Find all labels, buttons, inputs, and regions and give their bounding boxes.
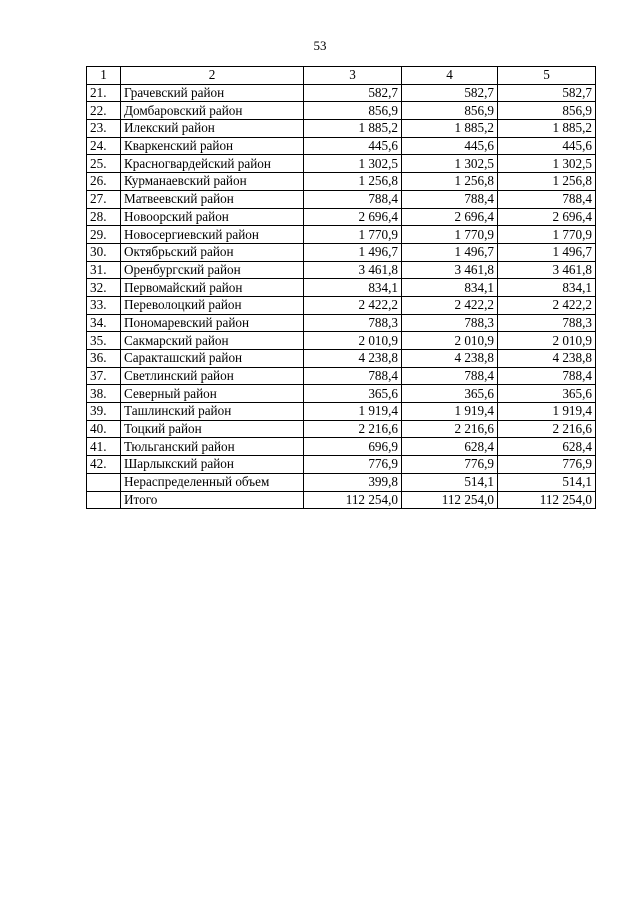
value-col4-cell: 834,1 — [402, 279, 498, 297]
table-row — [87, 456, 596, 474]
value-col4-cell: 365,6 — [402, 385, 498, 403]
district-name-cell: Грачевский район — [121, 84, 304, 102]
value-col3-cell: 112 254,0 — [304, 491, 402, 509]
value-col4-cell: 2 696,4 — [402, 208, 498, 226]
row-number-cell: 33. — [87, 296, 121, 314]
value-col4-cell: 788,3 — [402, 314, 498, 332]
value-col5-cell: 788,3 — [498, 314, 596, 332]
row-number-cell: 28. — [87, 208, 121, 226]
column-header-5: 5 — [498, 67, 596, 85]
value-col5-cell: 3 461,8 — [498, 261, 596, 279]
value-col3-cell: 1 885,2 — [304, 120, 402, 138]
value-col4-cell: 1 919,4 — [402, 403, 498, 421]
district-name-cell: Тюльганский район — [121, 438, 304, 456]
table-header-row — [87, 67, 596, 85]
value-col4-cell: 788,4 — [402, 367, 498, 385]
table-body — [87, 84, 596, 509]
value-col5-cell: 1 919,4 — [498, 403, 596, 421]
value-col5-cell: 445,6 — [498, 137, 596, 155]
value-col4-cell: 788,4 — [402, 190, 498, 208]
value-col5-cell: 582,7 — [498, 84, 596, 102]
table-row — [87, 279, 596, 297]
row-number-cell: 31. — [87, 261, 121, 279]
value-col5-cell: 4 238,8 — [498, 350, 596, 368]
district-name-cell: Нераспределенный объем — [121, 473, 304, 491]
value-col3-cell: 1 256,8 — [304, 173, 402, 191]
value-col5-cell: 628,4 — [498, 438, 596, 456]
table-row — [87, 173, 596, 191]
table-row — [87, 438, 596, 456]
value-col4-cell: 2 422,2 — [402, 296, 498, 314]
value-col5-cell: 1 885,2 — [498, 120, 596, 138]
row-number-cell: 29. — [87, 226, 121, 244]
value-col4-cell: 1 770,9 — [402, 226, 498, 244]
value-col5-cell: 1 302,5 — [498, 155, 596, 173]
value-col4-cell: 514,1 — [402, 473, 498, 491]
table-row — [87, 296, 596, 314]
district-name-cell: Саракташский район — [121, 350, 304, 368]
value-col4-cell: 856,9 — [402, 102, 498, 120]
value-col3-cell: 2 422,2 — [304, 296, 402, 314]
table-row — [87, 84, 596, 102]
table-row — [87, 190, 596, 208]
value-col5-cell: 2 696,4 — [498, 208, 596, 226]
district-name-cell: Оренбургский район — [121, 261, 304, 279]
table-row — [87, 350, 596, 368]
value-col5-cell: 365,6 — [498, 385, 596, 403]
row-number-cell: 25. — [87, 155, 121, 173]
value-col4-cell: 112 254,0 — [402, 491, 498, 509]
row-number-cell: 38. — [87, 385, 121, 403]
district-name-cell: Ташлинский район — [121, 403, 304, 421]
value-col5-cell: 2 216,6 — [498, 420, 596, 438]
value-col3-cell: 2 696,4 — [304, 208, 402, 226]
value-col3-cell: 856,9 — [304, 102, 402, 120]
district-name-cell: Итого — [121, 491, 304, 509]
district-name-cell: Тоцкий район — [121, 420, 304, 438]
table-row — [87, 102, 596, 120]
value-col4-cell: 1 256,8 — [402, 173, 498, 191]
district-name-cell: Пономаревский район — [121, 314, 304, 332]
value-col3-cell: 696,9 — [304, 438, 402, 456]
district-name-cell: Октябрьский район — [121, 243, 304, 261]
value-col3-cell: 445,6 — [304, 137, 402, 155]
value-col5-cell: 2 010,9 — [498, 332, 596, 350]
row-number-cell: 27. — [87, 190, 121, 208]
row-number-cell: 35. — [87, 332, 121, 350]
column-header-4: 4 — [402, 67, 498, 85]
row-number-cell: 37. — [87, 367, 121, 385]
district-name-cell: Новосергиевский район — [121, 226, 304, 244]
table-row — [87, 243, 596, 261]
district-name-cell: Переволоцкий район — [121, 296, 304, 314]
value-col5-cell: 1 770,9 — [498, 226, 596, 244]
value-col5-cell: 788,4 — [498, 367, 596, 385]
row-number-cell: 36. — [87, 350, 121, 368]
value-col3-cell: 399,8 — [304, 473, 402, 491]
value-col4-cell: 445,6 — [402, 137, 498, 155]
page-number: 53 — [313, 38, 327, 53]
district-name-cell: Новоорский район — [121, 208, 304, 226]
row-number-cell — [87, 473, 121, 491]
column-header-2: 2 — [121, 67, 304, 85]
table-row — [87, 332, 596, 350]
value-col4-cell: 3 461,8 — [402, 261, 498, 279]
value-col3-cell: 2 216,6 — [304, 420, 402, 438]
table-row — [87, 385, 596, 403]
row-number-cell: 41. — [87, 438, 121, 456]
value-col3-cell: 4 238,8 — [304, 350, 402, 368]
district-name-cell: Матвеевский район — [121, 190, 304, 208]
value-col3-cell: 788,4 — [304, 190, 402, 208]
table-row — [87, 137, 596, 155]
value-col4-cell: 4 238,8 — [402, 350, 498, 368]
table-row — [87, 420, 596, 438]
value-col3-cell: 776,9 — [304, 456, 402, 474]
value-col3-cell: 788,4 — [304, 367, 402, 385]
district-name-cell: Красногвардейский район — [121, 155, 304, 173]
row-number-cell: 26. — [87, 173, 121, 191]
table-row — [87, 491, 596, 509]
column-header-1: 1 — [87, 67, 121, 85]
value-col4-cell: 1 302,5 — [402, 155, 498, 173]
value-col5-cell: 1 496,7 — [498, 243, 596, 261]
value-col4-cell: 2 216,6 — [402, 420, 498, 438]
row-number-cell: 24. — [87, 137, 121, 155]
value-col3-cell: 788,3 — [304, 314, 402, 332]
value-col5-cell: 1 256,8 — [498, 173, 596, 191]
row-number-cell: 32. — [87, 279, 121, 297]
value-col4-cell: 2 010,9 — [402, 332, 498, 350]
value-col4-cell: 776,9 — [402, 456, 498, 474]
row-number-cell: 22. — [87, 102, 121, 120]
district-name-cell: Светлинский район — [121, 367, 304, 385]
value-col4-cell: 628,4 — [402, 438, 498, 456]
value-col3-cell: 3 461,8 — [304, 261, 402, 279]
row-number-cell — [87, 491, 121, 509]
value-col3-cell: 1 919,4 — [304, 403, 402, 421]
value-col3-cell: 834,1 — [304, 279, 402, 297]
table-row — [87, 367, 596, 385]
district-name-cell: Шарлыкский район — [121, 456, 304, 474]
row-number-cell: 23. — [87, 120, 121, 138]
value-col4-cell: 1 496,7 — [402, 243, 498, 261]
table-row — [87, 473, 596, 491]
district-name-cell: Курманаевский район — [121, 173, 304, 191]
value-col5-cell: 2 422,2 — [498, 296, 596, 314]
column-header-3: 3 — [304, 67, 402, 85]
table-row — [87, 261, 596, 279]
value-col3-cell: 1 770,9 — [304, 226, 402, 244]
row-number-cell: 42. — [87, 456, 121, 474]
table-row — [87, 403, 596, 421]
value-col4-cell: 582,7 — [402, 84, 498, 102]
value-col5-cell: 834,1 — [498, 279, 596, 297]
row-number-cell: 21. — [87, 84, 121, 102]
value-col5-cell: 788,4 — [498, 190, 596, 208]
table-row — [87, 314, 596, 332]
table-row — [87, 226, 596, 244]
value-col5-cell: 776,9 — [498, 456, 596, 474]
district-name-cell: Домбаровский район — [121, 102, 304, 120]
table-row — [87, 208, 596, 226]
row-number-cell: 34. — [87, 314, 121, 332]
value-col4-cell: 1 885,2 — [402, 120, 498, 138]
value-col5-cell: 856,9 — [498, 102, 596, 120]
table-row — [87, 155, 596, 173]
district-name-cell: Первомайский район — [121, 279, 304, 297]
district-name-cell: Сакмарский район — [121, 332, 304, 350]
table-row — [87, 120, 596, 138]
district-name-cell: Кваркенский район — [121, 137, 304, 155]
value-col5-cell: 112 254,0 — [498, 491, 596, 509]
row-number-cell: 39. — [87, 403, 121, 421]
district-name-cell: Северный район — [121, 385, 304, 403]
value-col3-cell: 365,6 — [304, 385, 402, 403]
value-col3-cell: 1 302,5 — [304, 155, 402, 173]
value-col3-cell: 582,7 — [304, 84, 402, 102]
allocation-table — [86, 66, 596, 509]
district-name-cell: Илекский район — [121, 120, 304, 138]
row-number-cell: 40. — [87, 420, 121, 438]
value-col5-cell: 514,1 — [498, 473, 596, 491]
value-col3-cell: 2 010,9 — [304, 332, 402, 350]
row-number-cell: 30. — [87, 243, 121, 261]
value-col3-cell: 1 496,7 — [304, 243, 402, 261]
